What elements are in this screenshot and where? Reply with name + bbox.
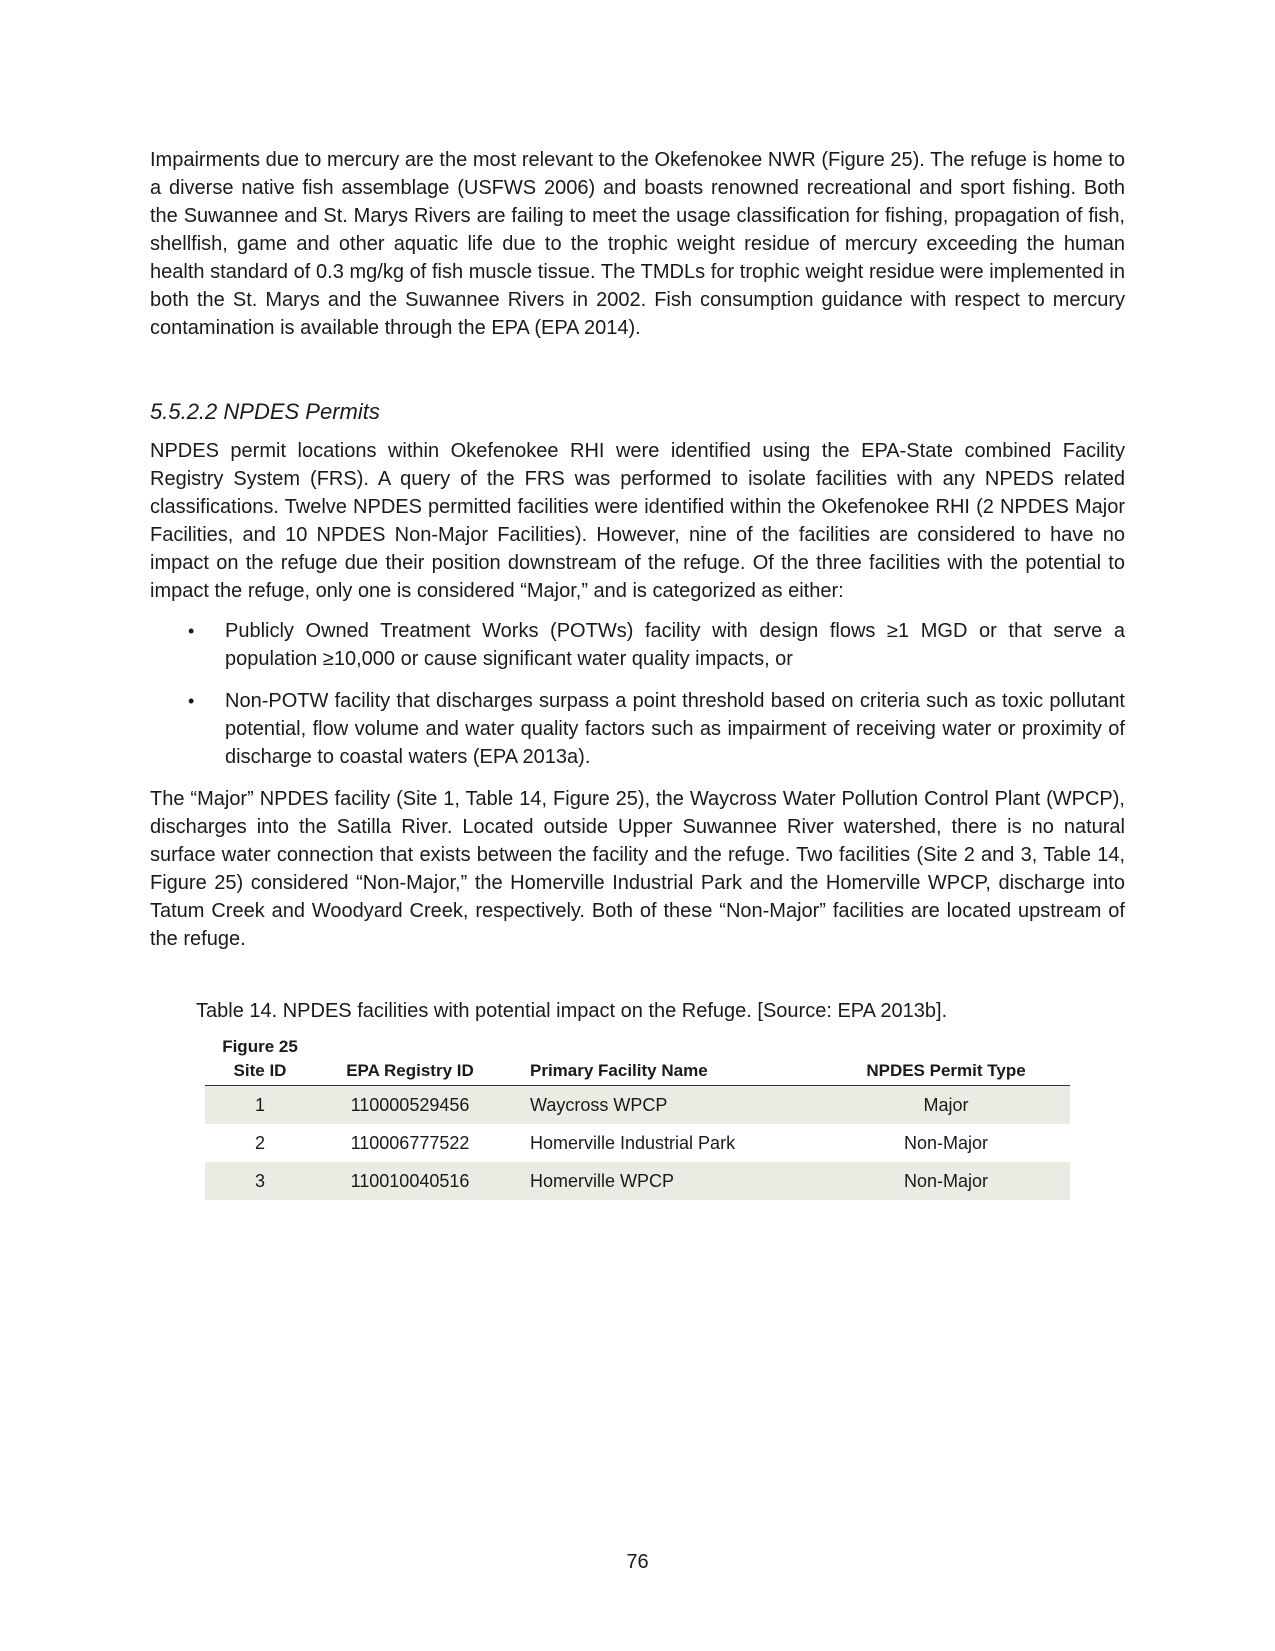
cell-registry-id: 110006777522 [350,1133,470,1153]
table-header-row [205,1035,1070,1086]
paragraph-npdes-locations: NPDES permit locations within Okefenokee RHI were identified using the EPA-State combined Facility Registry System (FRS). A query of the FRS was performed to isolate facilities with any NPEDS related classifications. Twelve NPDES permitted facilities were identified within the Okefenokee RHI (2 NPDES Major Facilities, and 10 NPDES Non-Major Facilities). However, nine of the facilities are considered to have no impact on the refuge due their position downstream of the refuge. Of the three facilities with the potential to impact the refuge, only one is considered “Major,” and is categorized as either: [150,440,1125,602]
list-item [150,687,1125,771]
header-site-id-line2: Site ID [233,1061,287,1080]
bullet-icon: • [188,621,195,641]
cell-permit-type: Non-Major [822,1162,1070,1200]
criteria-list [150,617,1125,771]
cell-permit-type: Major [822,1086,1070,1125]
cell-registry-id: 110000529456 [315,1086,505,1125]
table-row [205,1162,1070,1200]
table-row [205,1124,1070,1162]
paragraph-mercury-impairments: Impairments due to mercury are the most relevant to the Okefenokee NWR (Figure 25). The refuge is home to a diverse native fish assemblage (USFWS 2006) and boasts renowned recreational and sport fishing. Both the Suwannee and St. Marys Rivers are failing to meet the usage classification for fishing, propagation of fish, shellfish, game and other aquatic life due to the trophic weight residue of mercury exceeding the human health standard of 0.3 mg/kg of fish muscle tissue. The TMDLs for trophic weight residue were implemented in both the St. Marys and the Suwannee Rivers in 2002. Fish consumption guidance with respect to mercury contamination is available through the EPA (EPA 2014). [150,149,1125,339]
header-registry-id: EPA Registry ID [315,1035,505,1086]
table-row [205,1086,1070,1125]
header-site-id-line1: Figure 25 [222,1037,298,1056]
cell-site-id: 3 [205,1162,315,1200]
list-item-text: Publicly Owned Treatment Works (POTWs) facility with design flows ≥1 MGD or that serve a population ≥10,000 or cause significant water quality impacts, or [225,620,1125,670]
cell-permit-type: Non-Major [903,1133,989,1153]
cell-facility-name: Homerville WPCP [505,1162,822,1200]
cell-site-id: 2 [254,1133,265,1153]
bullet-icon: • [188,691,195,711]
page-number: 76 [626,1551,649,1573]
header-site-id [205,1035,315,1086]
facilities-table [205,1035,1070,1200]
cell-facility-name: Waycross WPCP [505,1086,822,1125]
cell-site-id: 1 [205,1086,315,1125]
cell-facility-name: Homerville Industrial Park [530,1133,736,1153]
list-item-text: Non-POTW facility that discharges surpass a point threshold based on criteria such as toxic pollutant potential, flow volume and water quality factors such as impairment of receiving water or proximity of discharge to coastal waters (EPA 2013a). [225,690,1125,768]
paragraph-major-facility: The “Major” NPDES facility (Site 1, Table 14, Figure 25), the Waycross Water Pollution Control Plant (WPCP), discharges into the Satilla River. Located outside Upper Suwannee River watershed, there is no natural surface water connection that exists between the facility and the refuge. Two facilities (Site 2 and 3, Table 14, Figure 25) considered “Non-Major,” the Homerville Industrial Park and the Homerville WPCP, discharge into Tatum Creek and Woodyard Creek, respectively. Both of these “Non-Major” facilities are located upstream of the refuge. [150,788,1125,950]
header-permit-type: NPDES Permit Type [822,1035,1070,1086]
document-page [150,146,1125,1200]
cell-registry-id: 110010040516 [315,1162,505,1200]
list-item [150,617,1125,673]
section-heading: 5.5.2.2 NPDES Permits [150,399,380,424]
header-facility-name: Primary Facility Name [505,1035,822,1086]
table-caption: Table 14. NPDES facilities with potential impact on the Refuge. [Source: EPA 2013b]. [196,1000,948,1022]
